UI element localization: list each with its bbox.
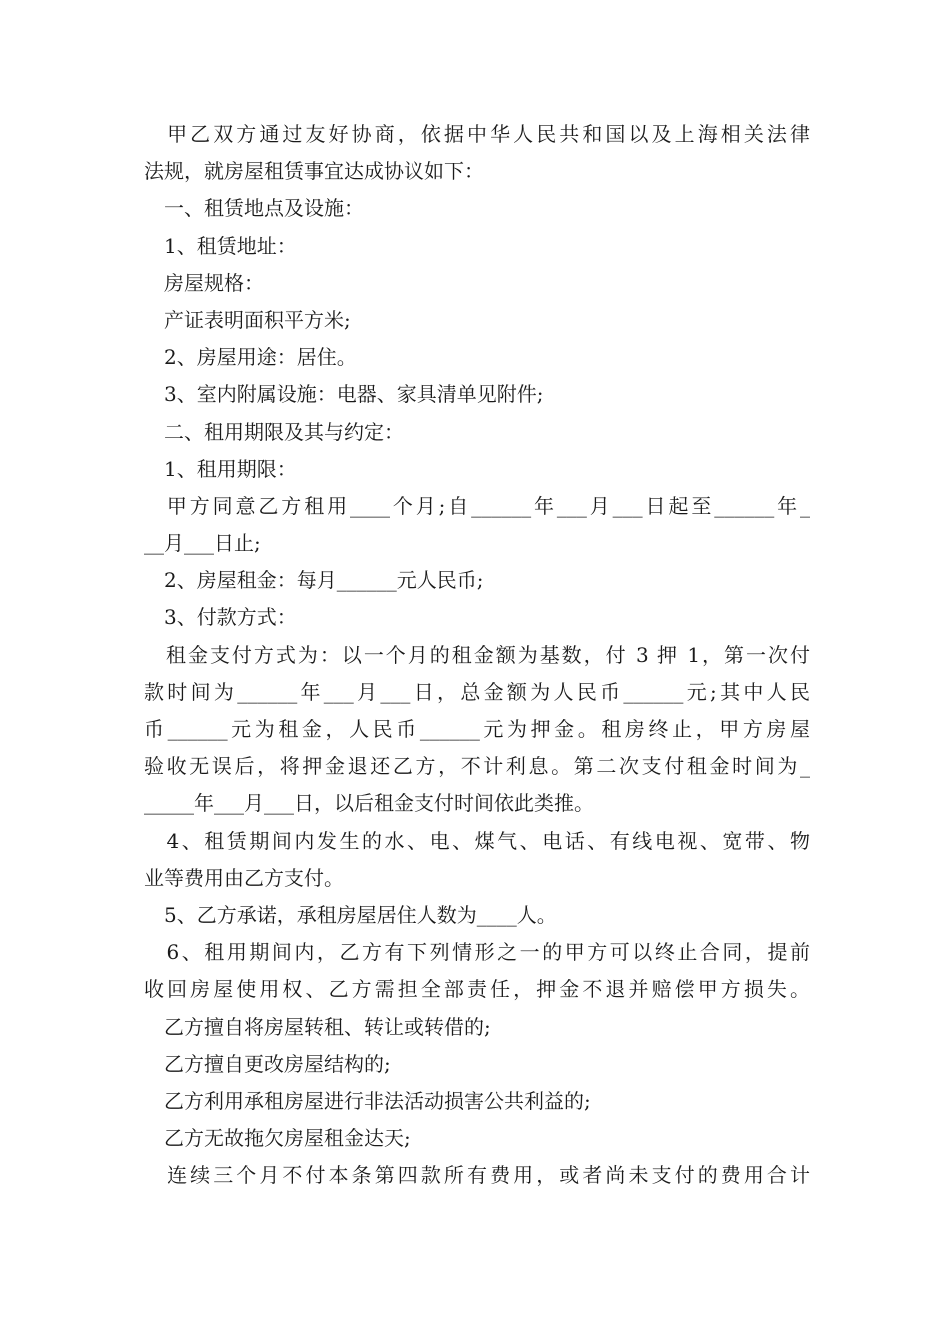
paragraph-line: 4、租赁期间内发生的水、电、煤气、电话、有线电视、宽带、物 [144,828,810,853]
paragraph-line: 产证表明面积平方米; [144,307,351,332]
paragraph-line: 甲乙双方通过友好协商，依据中华人民共和国以及上海相关法律 [144,122,810,146]
paragraph-line: 1、租赁地址： [144,233,297,258]
paragraph-line: 6、租用期间内，乙方有下列情形之一的甲方可以终止合同，提前 [144,940,810,965]
paragraph-line: 甲方同意乙方租用____个月;自______年___月___日起至______年_ [144,493,810,518]
paragraph-line: 乙方擅自将房屋转租、转让或转借的; [144,1014,491,1039]
paragraph-line: 3、付款方式： [144,605,297,630]
paragraph-line: 2、房屋租金：每月______元人民币; [144,568,484,593]
paragraph-line: 1、租用期限： [144,456,297,481]
document-body [144,116,810,1194]
paragraph-line: 3、室内附属设施：电器、家具清单见附件; [144,382,544,407]
paragraph-line: 乙方擅自更改房屋结构的; [144,1051,391,1076]
paragraph-line: 收回房屋使用权、乙方需担全部责任，押金不退并赔偿甲方损失。 [144,977,810,1002]
paragraph-line: 乙方无故拖欠房屋租金达天; [144,1126,411,1151]
paragraph-line: 房屋规格： [144,270,264,295]
paragraph-line: 业等费用由乙方支付。 [144,865,344,890]
paragraph-line: 币______元为租金，人民币______元为押金。租房终止，甲方房屋 [144,717,810,741]
paragraph-line: 款时间为______年___月___日，总金额为人民币______元;其中人民 [144,679,810,704]
paragraph-line: 乙方利用承租房屋进行非法活动损害公共利益的; [144,1088,591,1113]
paragraph-line: __月___日止; [144,531,261,556]
paragraph-line: 2、房屋用途：居住。 [144,345,357,370]
paragraph-line: 法规，就房屋租赁事宜达成协议如下： [144,159,484,184]
paragraph-line: _____年___月___日，以后租金支付时间依此类推。 [144,791,594,816]
section-heading: 一、租赁地点及设施： [144,196,364,221]
paragraph-line: 租金支付方式为：以一个月的租金额为基数，付 3 押 1，第一次付 [144,642,810,667]
section-heading: 二、租用期限及其与约定： [144,419,404,444]
paragraph-line: 5、乙方承诺，承租房屋居住人数为____人。 [144,902,557,927]
paragraph-line: 验收无误后，将押金退还乙方，不计利息。第二次支付租金时间为_ [144,754,810,779]
paragraph-line: 连续三个月不付本条第四款所有费用，或者尚未支付的费用合计 [144,1163,810,1188]
